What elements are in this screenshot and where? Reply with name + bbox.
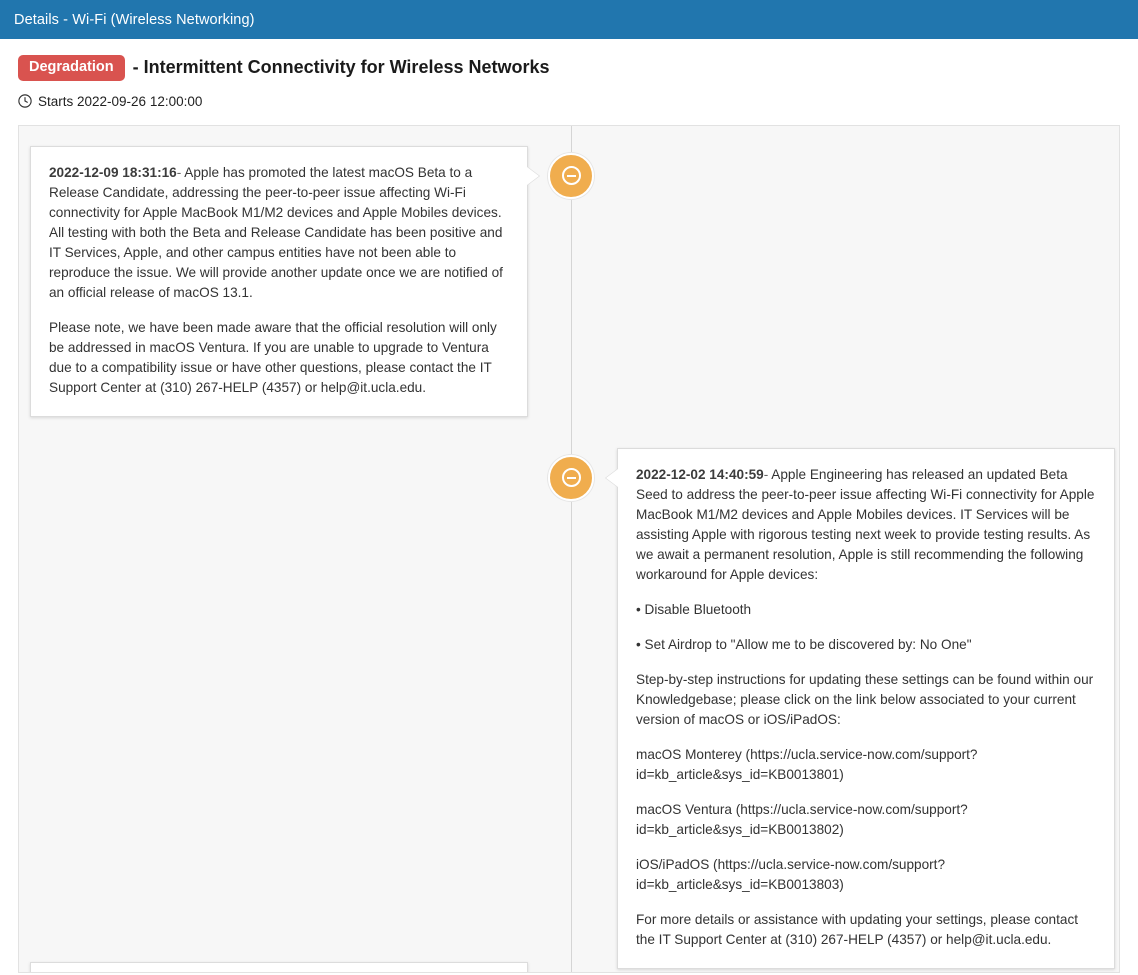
timeline-entry-card: [617, 448, 1115, 969]
timeline-entry-card: [30, 146, 528, 417]
timeline-panel: [18, 125, 1120, 973]
entry-timestamp-dash: -: [763, 466, 769, 482]
window-titlebar: [0, 0, 1138, 39]
entry-bullet: • Set Airdrop to "Allow me to be discovered by: No One": [636, 636, 972, 652]
entry-first-paragraph: [636, 465, 1096, 585]
incident-start-time: [18, 94, 1120, 109]
entry-kb-link-monterey[interactable]: macOS Monterey (https://ucla.service-now.com/support?id=kb_article&sys_id=KB0013801): [636, 746, 978, 782]
timeline-entry-partial: [30, 962, 528, 973]
entry-first-paragraph: [49, 163, 509, 303]
incident-headline: [18, 55, 1120, 81]
timeline-entry-card: [30, 962, 528, 973]
timeline-marker[interactable]: [548, 455, 594, 501]
entry-paragraph: Step-by-step instructions for updating these settings can be found within our Knowledgebase; please click on the link below associated to your current version of macOS or iOS/iPadOS:: [636, 671, 1094, 727]
start-time-label: Starts 2022-09-26 12:00:00: [38, 93, 203, 109]
entry-bullet: • Disable Bluetooth: [636, 601, 752, 617]
entry-timestamp: 2022-12-02 14:40:59: [636, 466, 764, 482]
incident-header: [0, 39, 1138, 119]
page-title: - Intermittent Connectivity for Wireless Networks: [132, 57, 550, 78]
entry-paragraph: For more details or assistance with updating your settings, please contact the IT Support Center at (310) 267-HELP (4357) or help@it.ucla.edu.: [636, 911, 1079, 947]
timeline-entry: [617, 448, 1115, 969]
entry-timestamp: 2022-12-09 18:31:16: [49, 164, 177, 180]
window-title: Details - Wi-Fi (Wireless Networking): [14, 11, 255, 28]
entry-paragraph: Please note, we have been made aware that the official resolution will only be addressed in macOS Ventura. If you are unable to upgrade to Ventura due to a compatibility issue or have other questions, please contact the IT Support Center at (310) 267-HELP (4357) or help@it.ucla.edu.: [49, 319, 497, 395]
clock-icon: [18, 94, 32, 108]
entry-paragraph: Apple has promoted the latest macOS Beta to a Release Candidate, addressing the peer-to-peer issue affecting Wi-Fi connectivity for Apple MacBook M1/M2 devices and Apple Mobiles devices. All testing with both the Beta and Release Candidate has been positive and IT Services, Apple, and other campus entities have not been able to reproduce the issue. We will provide another update once we are notified of an official release of macOS 13.1.: [49, 164, 503, 300]
entry-kb-link-ventura[interactable]: macOS Ventura (https://ucla.service-now.com/support?id=kb_article&sys_id=KB0013802): [636, 801, 968, 837]
entry-paragraph: Apple Engineering has released an updated Beta Seed to address the peer-to-peer issue affecting Wi-Fi connectivity for Apple MacBook M1/M2 devices and Apple Mobiles devices. IT Services will be assisting Apple with rigorous testing next week to provide testing results. As we await a permanent resolution, Apple is still recommending the following workaround for Apple devices:: [636, 466, 1095, 582]
timeline-axis: [571, 126, 572, 972]
timeline-connector-arrow: [606, 469, 618, 487]
entry-kb-link-ios[interactable]: iOS/iPadOS (https://ucla.service-now.com/support?id=kb_article&sys_id=KB0013803): [636, 856, 946, 892]
minus-circle-icon: [562, 468, 581, 487]
status-badge: Degradation: [18, 55, 125, 81]
timeline-connector-arrow: [527, 167, 539, 185]
timeline-entry: [30, 146, 528, 417]
timeline-marker[interactable]: [548, 153, 594, 199]
entry-timestamp-dash: -: [176, 164, 182, 180]
minus-circle-icon: [562, 166, 581, 185]
